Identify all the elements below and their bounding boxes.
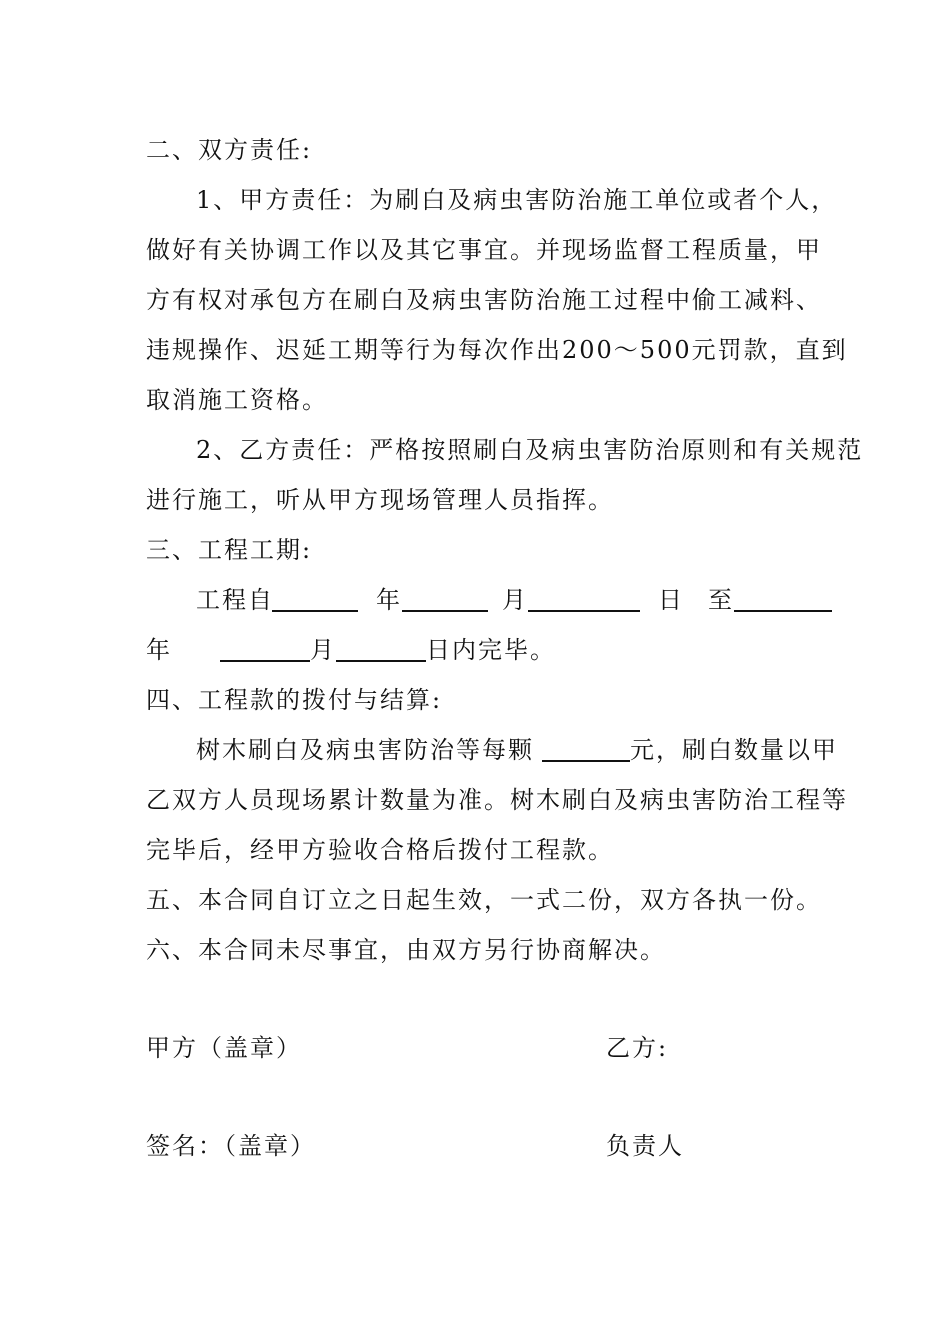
start-day-blank[interactable] <box>528 584 640 612</box>
section-2-heading: 二、双方责任: <box>146 136 313 164</box>
payment-line-2: 乙双方人员现场累计数量为准。树木刷白及病虫害防治工程等 <box>146 786 848 814</box>
section-4-heading: 四、工程款的拨付与结算: <box>146 686 443 714</box>
party-signature-row <box>0 1032 950 1064</box>
end-month-blank[interactable] <box>220 634 310 662</box>
start-year-blank[interactable] <box>272 584 358 612</box>
payment-line-1: 树木刷白及病虫害防治等每颗 元，刷白数量以甲 <box>196 736 838 764</box>
party-b-responsibility-line-1: 2、乙方责任：严格按照刷白及病虫害防治原则和有关规范 <box>196 436 864 464</box>
party-b-person-in-charge-label: 负责人 <box>606 1132 684 1160</box>
party-a-responsibility-line-1: 1、甲方责任：为刷白及病虫害防治施工单位或者个人， <box>196 186 838 214</box>
section-5: 五、本合同自订立之日起生效，一式二份，双方各执一份。 <box>146 886 822 914</box>
party-a-responsibility-line-5: 取消施工资格。 <box>146 386 328 414</box>
end-day-blank[interactable] <box>336 634 426 662</box>
end-year-blank[interactable] <box>734 584 832 612</box>
party-a-responsibility-line-4: 违规操作、迟延工期等行为每次作出200～500元罚款，直到 <box>146 336 848 364</box>
party-a-responsibility-line-3: 方有权对承包方在刷白及病虫害防治施工过程中偷工减料、 <box>146 286 822 314</box>
party-b-label: 乙方: <box>606 1034 669 1062</box>
party-a-signer-label: 签名：（盖章） <box>146 1132 316 1160</box>
unit-price-blank[interactable] <box>542 734 630 762</box>
schedule-line-2: 年 月 日内完毕。 <box>146 636 556 664</box>
payment-line-3: 完毕后，经甲方验收合格后拨付工程款。 <box>146 836 614 864</box>
party-a-responsibility-line-2: 做好有关协调工作以及其它事宜。并现场监督工程质量，甲 <box>146 236 822 264</box>
section-3-heading: 三、工程工期: <box>146 536 313 564</box>
party-b-responsibility-line-2: 进行施工，听从甲方现场管理人员指挥。 <box>146 486 614 514</box>
start-month-blank[interactable] <box>402 584 488 612</box>
schedule-line-1: 工程自 年 月 日 至 <box>0 584 950 616</box>
section-6: 六、本合同未尽事宜，由双方另行协商解决。 <box>146 936 666 964</box>
party-a-seal-label: 甲方（盖章） <box>146 1034 302 1062</box>
signer-row <box>0 1130 950 1162</box>
